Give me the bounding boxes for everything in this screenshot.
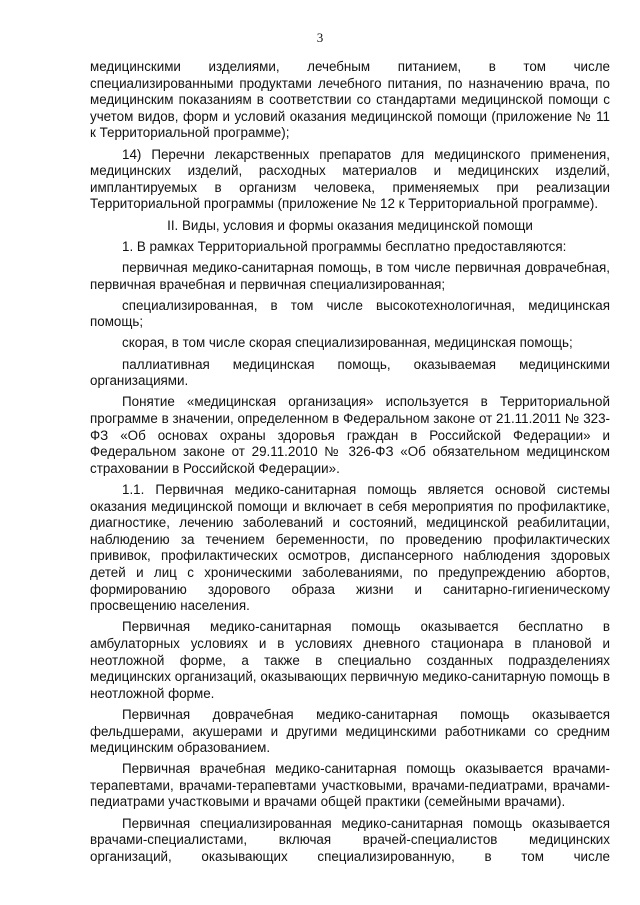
paragraph-specialized-care: специализированная, в том числе высокотехнологичная, медицинская помощь;	[90, 297, 610, 330]
paragraph-medical-organization: Понятие «медицинская организация» используется в Территориальной программе в значении, определенном в Федеральном законе от 21.11.2011 № 323-ФЗ «Об основах охраны здоровья граждан в Российской Федерации» и Федеральном законе от 29.11.2010 № 326-ФЗ «Об обязательном медицинском страховании в Российской Федерации».	[90, 394, 610, 476]
paragraph-1: 1. В рамках Территориальной программы бесплатно предоставляются:	[122, 238, 567, 254]
section-heading: II. Виды, условия и формы оказания медицинской помощи	[167, 217, 533, 233]
body-text	[90, 59, 610, 870]
paragraph-continuation: медицинскими изделиями, лечебным питанием, в том числе специализированными продуктами лечебного питания, по назначению врача, по медицинским показаниям в соответствии со стандартами медицинской помощи с учетом видов, форм и условий оказания медицинской помощи (приложение № 11 к Территориальной программе);	[90, 59, 610, 141]
paragraph-1-1: 1.1. Первичная медико-санитарная помощь является основой системы оказания медицинской помощи и включает в себя мероприятия по профилактике, диагностике, лечению заболеваний и состояний, медицинской реабилитации, наблюдению за течением беременности, по проведению профилактических прививок, профилактических осмотров, диспансерного наблюдения здоровых детей и лиц с хроническими заболеваниями, по предупреждению абортов, формированию здорового образа жизни и санитарно-гигиеническому просвещению населения.	[90, 482, 610, 614]
paragraph-primary-free: Первичная медико-санитарная помощь оказывается бесплатно в амбулаторных условиях и в условиях дневного стационара в плановой и неотложной форме, а также в специально созданных подразделениях медицинских организаций, оказывающих первичную медико-санитарную помощь в неотложной форме.	[90, 619, 610, 701]
paragraph-physician: Первичная врачебная медико-санитарная помощь оказывается врачами-терапевтами, врачами-терапевтами участковыми, врачами-педиатрами, врачами-педиатрами участковыми и врачами общей практики (семейными врачами).	[90, 761, 610, 810]
page-number: 3	[316, 30, 324, 45]
paragraph-pre-physician: Первичная доврачебная медико-санитарная помощь оказывается фельдшерами, акушерами и другими медицинскими работниками со средним медицинским образованием.	[90, 706, 610, 756]
paragraph-emergency-care: скорая, в том числе скорая специализированная, медицинская помощь;	[122, 335, 573, 351]
paragraph-primary-care: первичная медико-санитарная помощь, в том числе первичная доврачебная, первичная врачебная и первичная специализированная;	[90, 259, 610, 292]
paragraph-palliative-care: паллиативная медицинская помощь, оказываемая медицинскими организациями.	[90, 356, 610, 389]
paragraph-item-14: 14) Перечни лекарственных препаратов для медицинского применения, медицинских изделий, расходных материалов и медицинских изделий, имплантируемых в организм человека, применяемых при реализации Территориальной программы (приложение № 12 к Территориальной программе).	[90, 146, 610, 212]
paragraph-specialist: Первичная специализированная медико-санитарная помощь оказывается врачами-специалистами, включая врачей-специалистов медицинских организаций, оказывающих специализированную, в том числе	[90, 815, 610, 864]
